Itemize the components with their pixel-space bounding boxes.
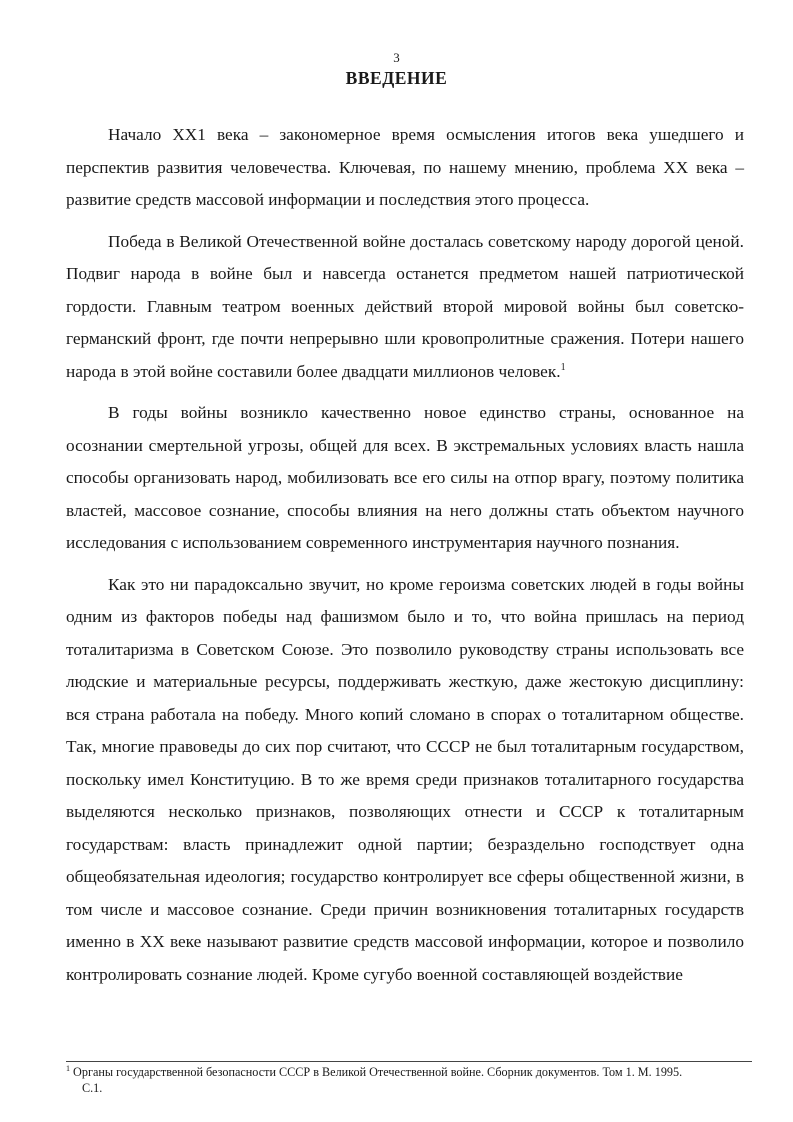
paragraph-2	[66, 226, 744, 389]
footnote	[66, 1064, 752, 1096]
paragraph-3-text: В годы войны возникло качественно новое единство страны, основанное на осознании смертельной угрозы, общей для всех. В экстремальных условиях власть нашла способы организовать народ, мобилизовать все его силы на отпор врагу, поэтому политика властей, массовое сознание, способы влияния на него должны стать объектом научного исследования с использованием современного инструментария научного познания.	[66, 403, 744, 552]
footnote-line-1	[66, 1064, 752, 1080]
paragraph-4	[66, 569, 744, 992]
body-text	[66, 119, 744, 991]
page-number: 3	[393, 50, 400, 65]
paragraph-2-text: Победа в Великой Отечественной войне досталась советскому народу дорогой ценой. Подвиг народа в войне был и навсегда останется предметом нашей патриотической гордости. Главным театром военных действий второй мировой войны был советско-германский фронт, где почти непрерывно шли кровопролитные сражения. Потери нашего народа в этой войне составили более двадцати миллионов человек.	[66, 231, 744, 381]
paragraph-1-text: Начало ХХ1 века – закономерное время осмысления итогов века ушедшего и перспектив развития человечества. Ключевая, по нашему мнению, проблема ХХ века – развитие средств массовой информации и последствия этого процесса.	[66, 125, 744, 209]
paragraph-1	[66, 119, 744, 217]
paragraph-3	[66, 397, 744, 560]
footnote-marker: 1	[66, 1063, 70, 1073]
paragraph-4-text: Как это ни парадоксально звучит, но кроме героизма советских людей в годы войны одним из факторов победы над фашизмом было и то, что война пришлась на период тоталитаризма в Советском Союзе. Это позволило руководству страны использовать все людские и материальные ресурсы, поддерживать жесткую, даже жестокую дисциплину: вся страна работала на победу. Много копий сломано в спорах о тоталитарном обществе. Так, многие правоведы до сих пор считают, что СССР не был тоталитарным государством, поскольку имел Конституцию. В то же время среди признаков тоталитарного государства выделяются несколько признаков, позволяющих отнести и СССР к тоталитарным государствам: власть принадлежит одной партии; безраздельно господствует одна общеобязательная идеология; государство контролирует все сферы общественной жизни, в том числе и массовое сознание. Среди причин возникновения тоталитарных государств именно в ХХ веке называют развитие средств массовой информации, которое и позволило контролировать сознание людей. Кроме сугубо военной составляющей воздействие	[66, 574, 744, 984]
footnote-reference[interactable]: 1	[560, 361, 566, 373]
footnote-divider	[66, 1061, 752, 1062]
footnote-text: Органы государственной безопасности СССР в Великой Отечественной войне. Сборник документов. Том 1. М. 1995.	[73, 1065, 683, 1079]
page-title: ВВЕДЕНИЕ	[345, 68, 448, 88]
footnote-line-2: С.1.	[82, 1081, 103, 1095]
